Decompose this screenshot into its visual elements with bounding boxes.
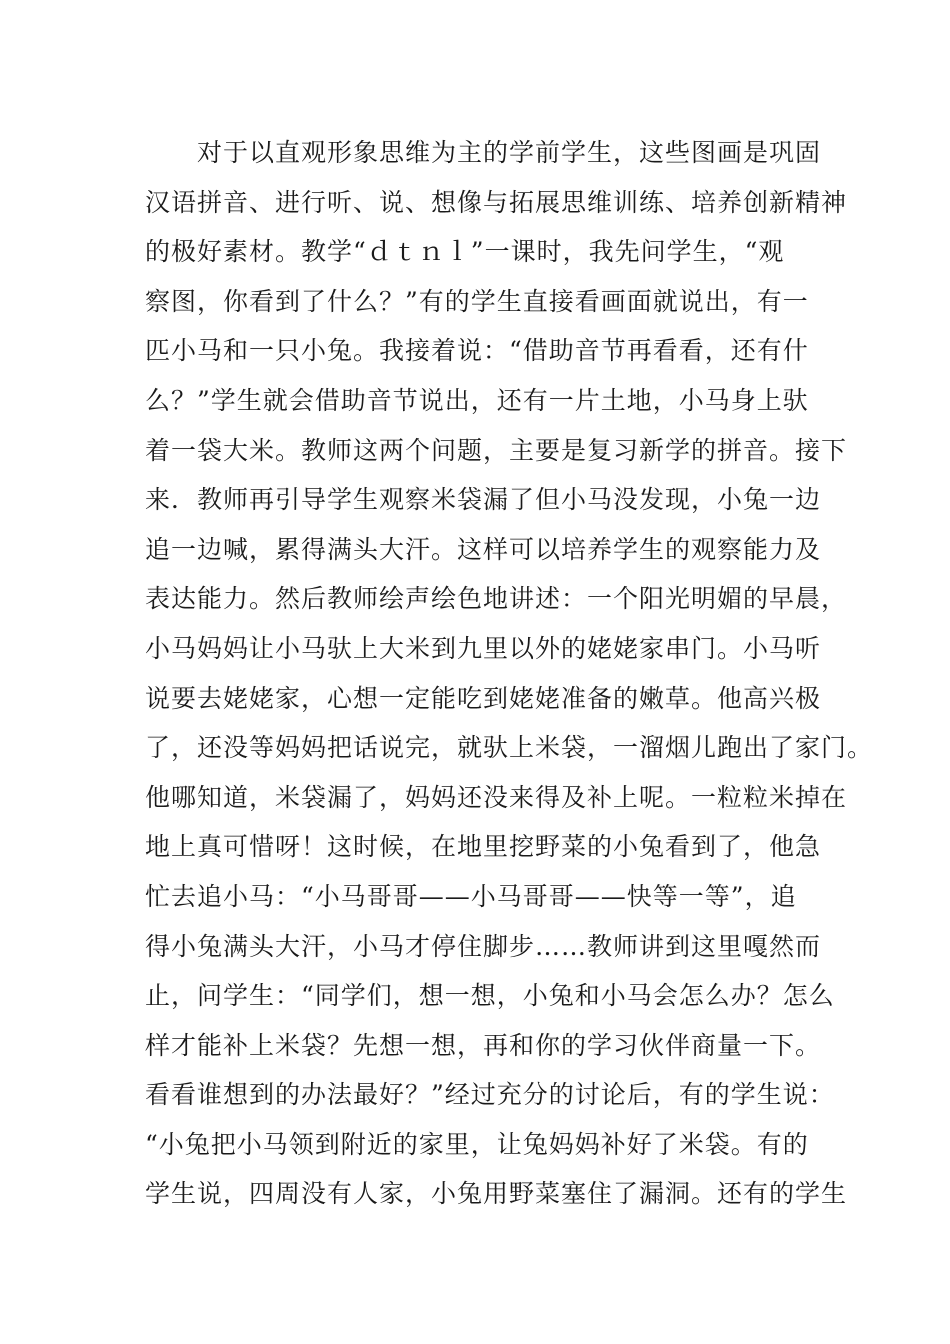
text-line: 说要去姥姥家，心想一定能吃到姥姥准备的嫩草。他高兴极: [145, 683, 822, 713]
text-line: 止，问学生：“同学们，想一想，小兔和小马会怎么办？怎么: [145, 981, 835, 1011]
text-line: 来．教师再引导学生观察米袋漏了但小马没发现，小兔一边: [145, 485, 822, 515]
text-line: 看看谁想到的办法最好？”经过充分的讨论后，有的学生说：: [145, 1080, 835, 1110]
text-line: 了，还没等妈妈把话说完，就驮上米袋，一溜烟儿跑出了家门。: [145, 733, 874, 763]
text-line: 对于以直观形象思维为主的学前学生，这些图画是巩固: [197, 138, 822, 167]
text-line: 得小兔满头大汗，小马才停住脚步……教师讲到这里嘎然而: [145, 931, 822, 961]
body-paragraph: [145, 128, 874, 1219]
text-line: 匹小马和一只小兔。我接着说：“借助音节再看看，还有什: [145, 336, 809, 366]
text-line: 表达能力。然后教师绘声绘色地讲述：一个阳光明媚的早晨，: [145, 584, 848, 614]
text-line: 么？”学生就会借助音节说出，还有一片土地，小马身上驮: [145, 385, 809, 415]
text-line: 学生说，四周没有人家，小兔用野菜塞住了漏洞。还有的学生: [145, 1179, 848, 1209]
text-line: 他哪知道，米袋漏了，妈妈还没来得及补上呢。一粒粒米掉在: [145, 782, 848, 812]
text-line: “小兔把小马领到附近的家里，让兔妈妈补好了米袋。有的: [145, 1129, 809, 1159]
text-line: 追一边喊，累得满头大汗。这样可以培养学生的观察能力及: [145, 534, 822, 564]
text-line: 察图，你看到了什么？”有的学生直接看画面就说出，有一: [145, 286, 809, 316]
text-line: 汉语拼音、进行听、说、想像与拓展思维训练、培养创新精神: [145, 187, 848, 217]
text-line: 的极好素材。教学“ｄｔｎｌ”一课时，我先问学生，“观: [145, 237, 785, 267]
text-line: 着一袋大米。教师这两个问题，主要是复习新学的拼音。接下: [145, 435, 848, 465]
text-line: 样才能补上米袋？先想一想，再和你的学习伙伴商量一下。: [145, 1030, 822, 1060]
text-line: 忙去追小马：“小马哥哥——小马哥哥——快等一等”，追: [145, 881, 797, 911]
text-line: 小马妈妈让小马驮上大米到九里以外的姥姥家串门。小马听: [145, 633, 822, 663]
text-line: 地上真可惜呀！这时候，在地里挖野菜的小兔看到了，他急: [145, 832, 822, 862]
